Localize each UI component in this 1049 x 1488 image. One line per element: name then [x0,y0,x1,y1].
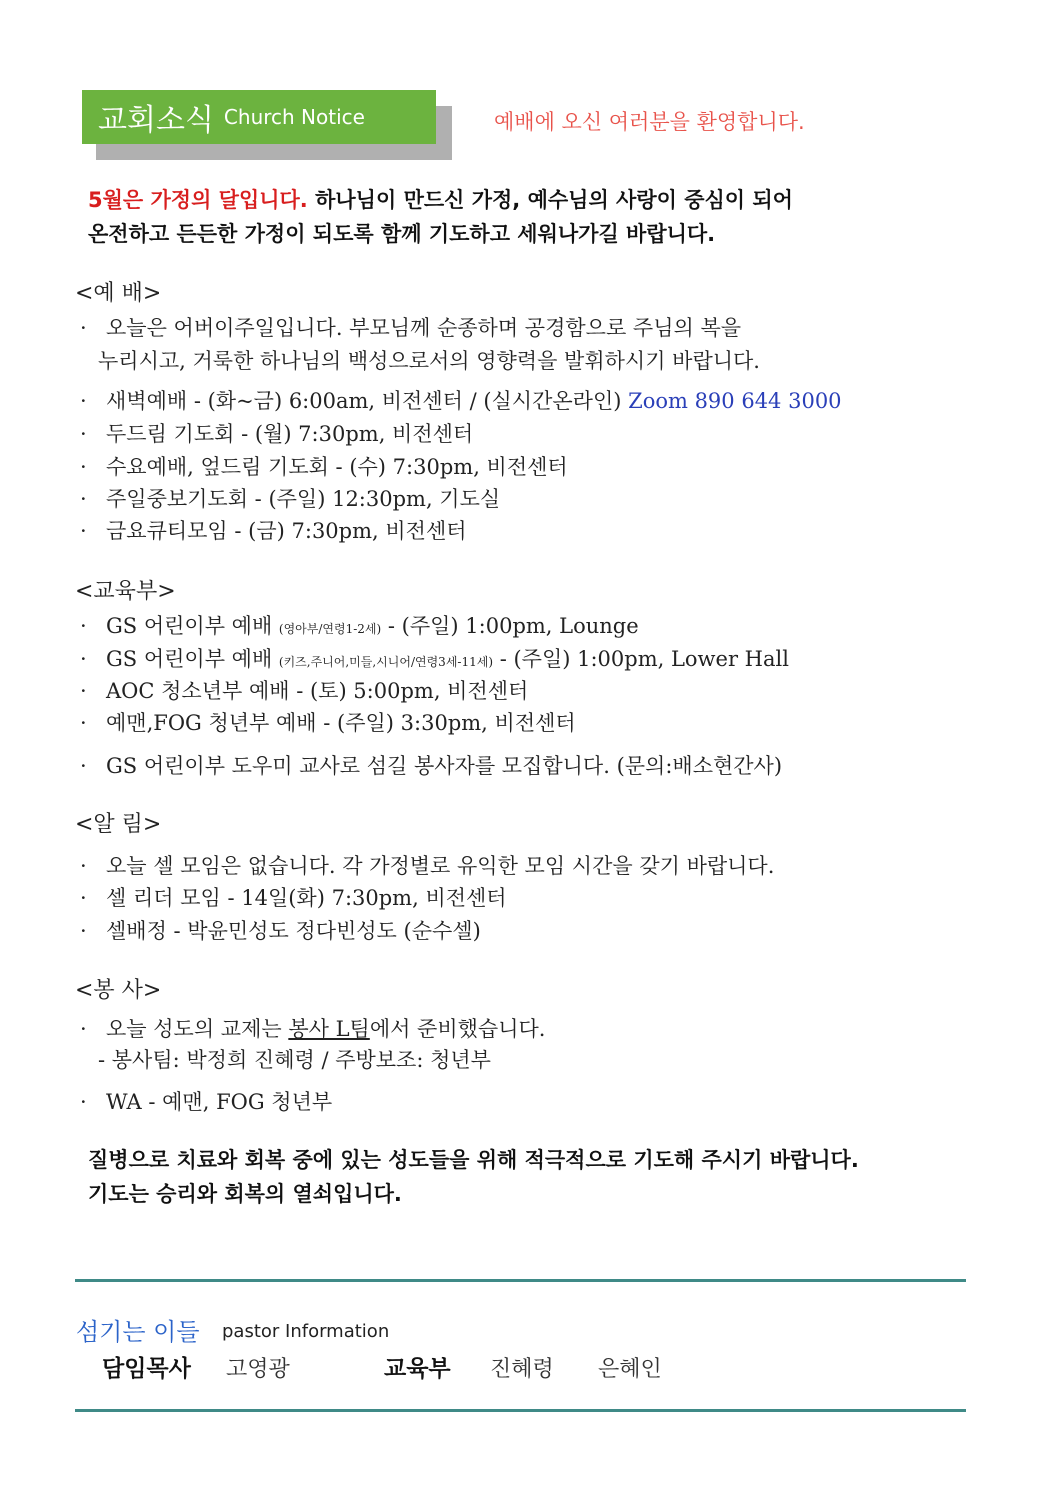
section-heading-education: <교육부> [75,579,176,604]
section-heading-notice: <알 림> [75,812,162,837]
header-title-en: Church Notice [223,105,365,129]
education-item: · GS 어린이부 도우미 교사로 섬길 봉사자를 모집합니다. (문의:배소현간사) [80,754,783,778]
education-item: · GS 어린이부 예배 (키즈,주니어,미들,시니어/연령3세-11세) - (주일) 1:00pm, Lower Hall [80,647,789,671]
senior-pastor-role: 담임목사 [102,1356,191,1382]
education-item: · 예맨,FOG 청년부 예배 - (주일) 3:30pm, 비전센터 [80,711,576,735]
education-staff-name: 진혜령 [490,1357,554,1382]
worship-item: · 새벽예배 - (화~금) 6:00am, 비전센터 / (실시간온라인) Zoom 890 644 3000 [80,389,842,413]
welcome-message: 예배에 오신 여러분을 환영합니다. [494,110,805,134]
education-item: · AOC 청소년부 예배 - (토) 5:00pm, 비전센터 [80,679,529,703]
worship-item: · 오늘은 어버이주일입니다. 부모님께 순종하며 공경함으로 주님의 복을 [80,316,742,340]
section-heading-service: <봉 사> [75,978,162,1003]
education-staff-name: 은혜인 [598,1357,662,1382]
section-heading-worship: <예 배> [75,281,162,306]
staff-title: 섬기는 이들 [76,1318,200,1346]
intro-line-2: 온전하고 든든한 가정이 되도록 함께 기도하고 세워나가길 바랍니다. [88,222,716,246]
divider-bottom [75,1409,966,1412]
worship-item: · 금요큐티모임 - (금) 7:30pm, 비전센터 [80,519,467,543]
divider-top [75,1279,966,1282]
header-title-ko: 교회소식 [98,103,214,138]
service-item: · 오늘 성도의 교제는 봉사 L팀에서 준비했습니다. [80,1017,546,1041]
intro-line-1 [88,184,793,214]
prayer-line-1: 질병으로 치료와 회복 중에 있는 성도들을 위해 적극적으로 기도해 주시기 바랍니다. [88,1148,859,1172]
staff-subtitle: pastor Information [222,1321,390,1342]
intro-month-theme: 5월은 가정의 달입니다. [88,188,308,212]
worship-item: · 두드림 기도회 - (월) 7:30pm, 비전센터 [80,422,474,446]
intro-line-1-rest: 하나님이 만드신 가정, 예수님의 사랑이 중심이 되어 [307,188,793,212]
notice-item: · 셀배정 - 박윤민성도 정다빈성도 (순수셀) [80,919,481,943]
bullet: · [80,316,87,340]
senior-pastor-name: 고영광 [226,1357,290,1382]
worship-item: · 주일중보기도회 - (주일) 12:30pm, 기도실 [80,487,501,511]
service-item-detail: - 봉사팀: 박정희 진혜령 / 주방보조: 청년부 [98,1048,491,1072]
service-team: 봉사 L팀 [288,1017,370,1041]
education-item: · GS 어린이부 예배 (영아부/연령1-2세) - (주일) 1:00pm, Lounge [80,614,639,638]
worship-item: · 수요예배, 엎드림 기도회 - (수) 7:30pm, 비전센터 [80,455,568,479]
header-title-box [82,90,436,144]
worship-item-continued: 누리시고, 거룩한 하나님의 백성으로서의 영향력을 발휘하시기 바랍니다. [98,349,760,373]
service-item: · WA - 예맨, FOG 청년부 [80,1090,333,1114]
education-role: 교육부 [384,1356,451,1382]
prayer-line-2: 기도는 승리와 회복의 열쇠입니다. [88,1182,402,1206]
zoom-link[interactable]: Zoom 890 644 3000 [628,389,842,413]
notice-item: · 오늘 셀 모임은 없습니다. 각 가정별로 유익한 모임 시간을 갖기 바랍니다. [80,854,775,878]
notice-item: · 셀 리더 모임 - 14일(화) 7:30pm, 비전센터 [80,886,507,910]
